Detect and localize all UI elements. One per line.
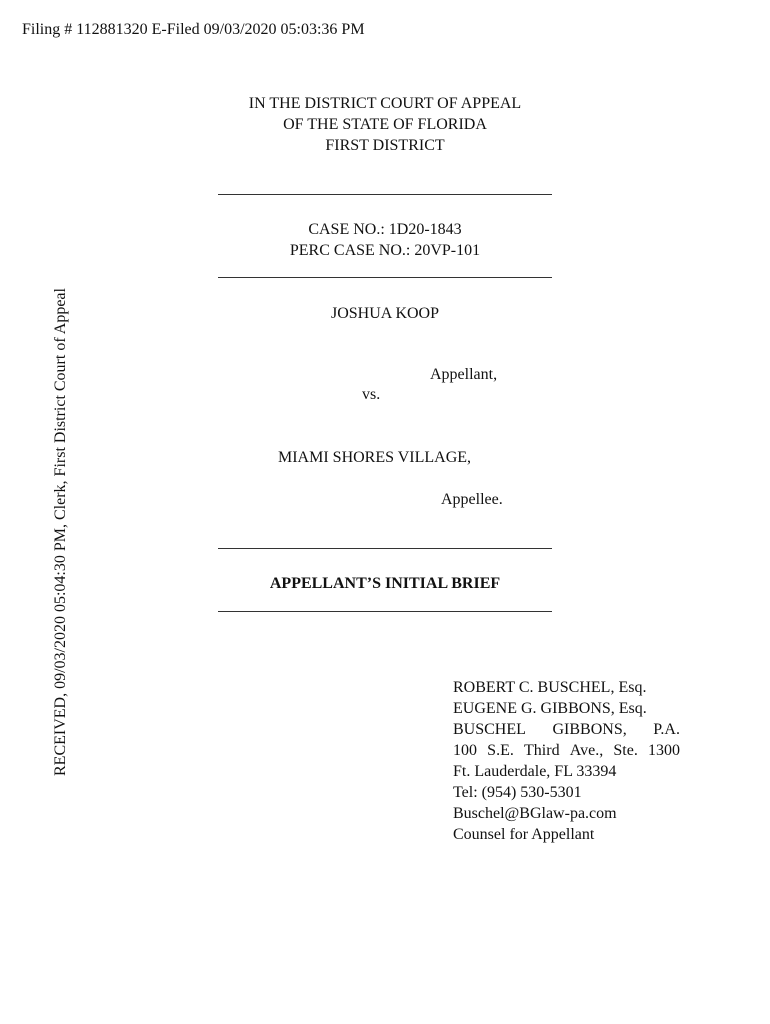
- address-word: 100: [453, 742, 477, 759]
- address-word: 1300: [648, 742, 680, 759]
- divider-rule-4: [218, 611, 552, 612]
- address-word: Ste.: [613, 742, 638, 759]
- court-line-3: FIRST DISTRICT: [325, 137, 445, 154]
- appellee-name: MIAMI SHORES VILLAGE,: [278, 449, 472, 466]
- court-line-2: OF THE STATE OF FLORIDA: [283, 116, 487, 133]
- counsel-block: [453, 677, 683, 845]
- court-caption: [200, 93, 570, 156]
- address-word: Third: [524, 742, 560, 759]
- firm-word: P.A.: [653, 721, 680, 738]
- appellee-role: Appellee.: [441, 491, 503, 508]
- divider-rule-2: [218, 277, 552, 278]
- firm-word: GIBBONS,: [552, 721, 627, 738]
- divider-rule-3: [218, 548, 552, 549]
- appellant-name: JOSHUA KOOP: [330, 305, 440, 322]
- filing-stamp: Filing # 112881320 E-Filed 09/03/2020 05:03:36 PM: [22, 21, 365, 38]
- address-word: S.E.: [487, 742, 514, 759]
- counsel-attorney-2: EUGENE G. GIBBONS, Esq.: [453, 700, 647, 717]
- address-word: Ave.,: [569, 742, 604, 759]
- firm-word: BUSCHEL: [453, 721, 526, 738]
- versus-label: vs.: [362, 386, 381, 403]
- brief-title: APPELLANT’S INITIAL BRIEF: [269, 575, 501, 592]
- counsel-phone: Tel: (954) 530-5301: [453, 784, 582, 801]
- divider-rule-1: [218, 194, 552, 195]
- counsel-email: Buschel@BGlaw-pa.com: [453, 805, 617, 822]
- perc-case-number: PERC CASE NO.: 20VP-101: [289, 242, 481, 259]
- counsel-attorney-1: ROBERT C. BUSCHEL, Esq.: [453, 679, 647, 696]
- counsel-city: Ft. Lauderdale, FL 33394: [453, 763, 617, 780]
- received-stamp: RECEIVED, 09/03/2020 05:04:30 PM, Clerk, First District Court of Appeal: [52, 288, 69, 776]
- case-numbers: [200, 219, 570, 261]
- counsel-role: Counsel for Appellant: [453, 826, 595, 843]
- counsel-address: [453, 740, 680, 761]
- case-number: CASE NO.: 1D20-1843: [308, 221, 462, 238]
- court-line-1: IN THE DISTRICT COURT OF APPEAL: [248, 95, 522, 112]
- appellant-role: Appellant,: [430, 366, 498, 383]
- counsel-firm: [453, 719, 680, 740]
